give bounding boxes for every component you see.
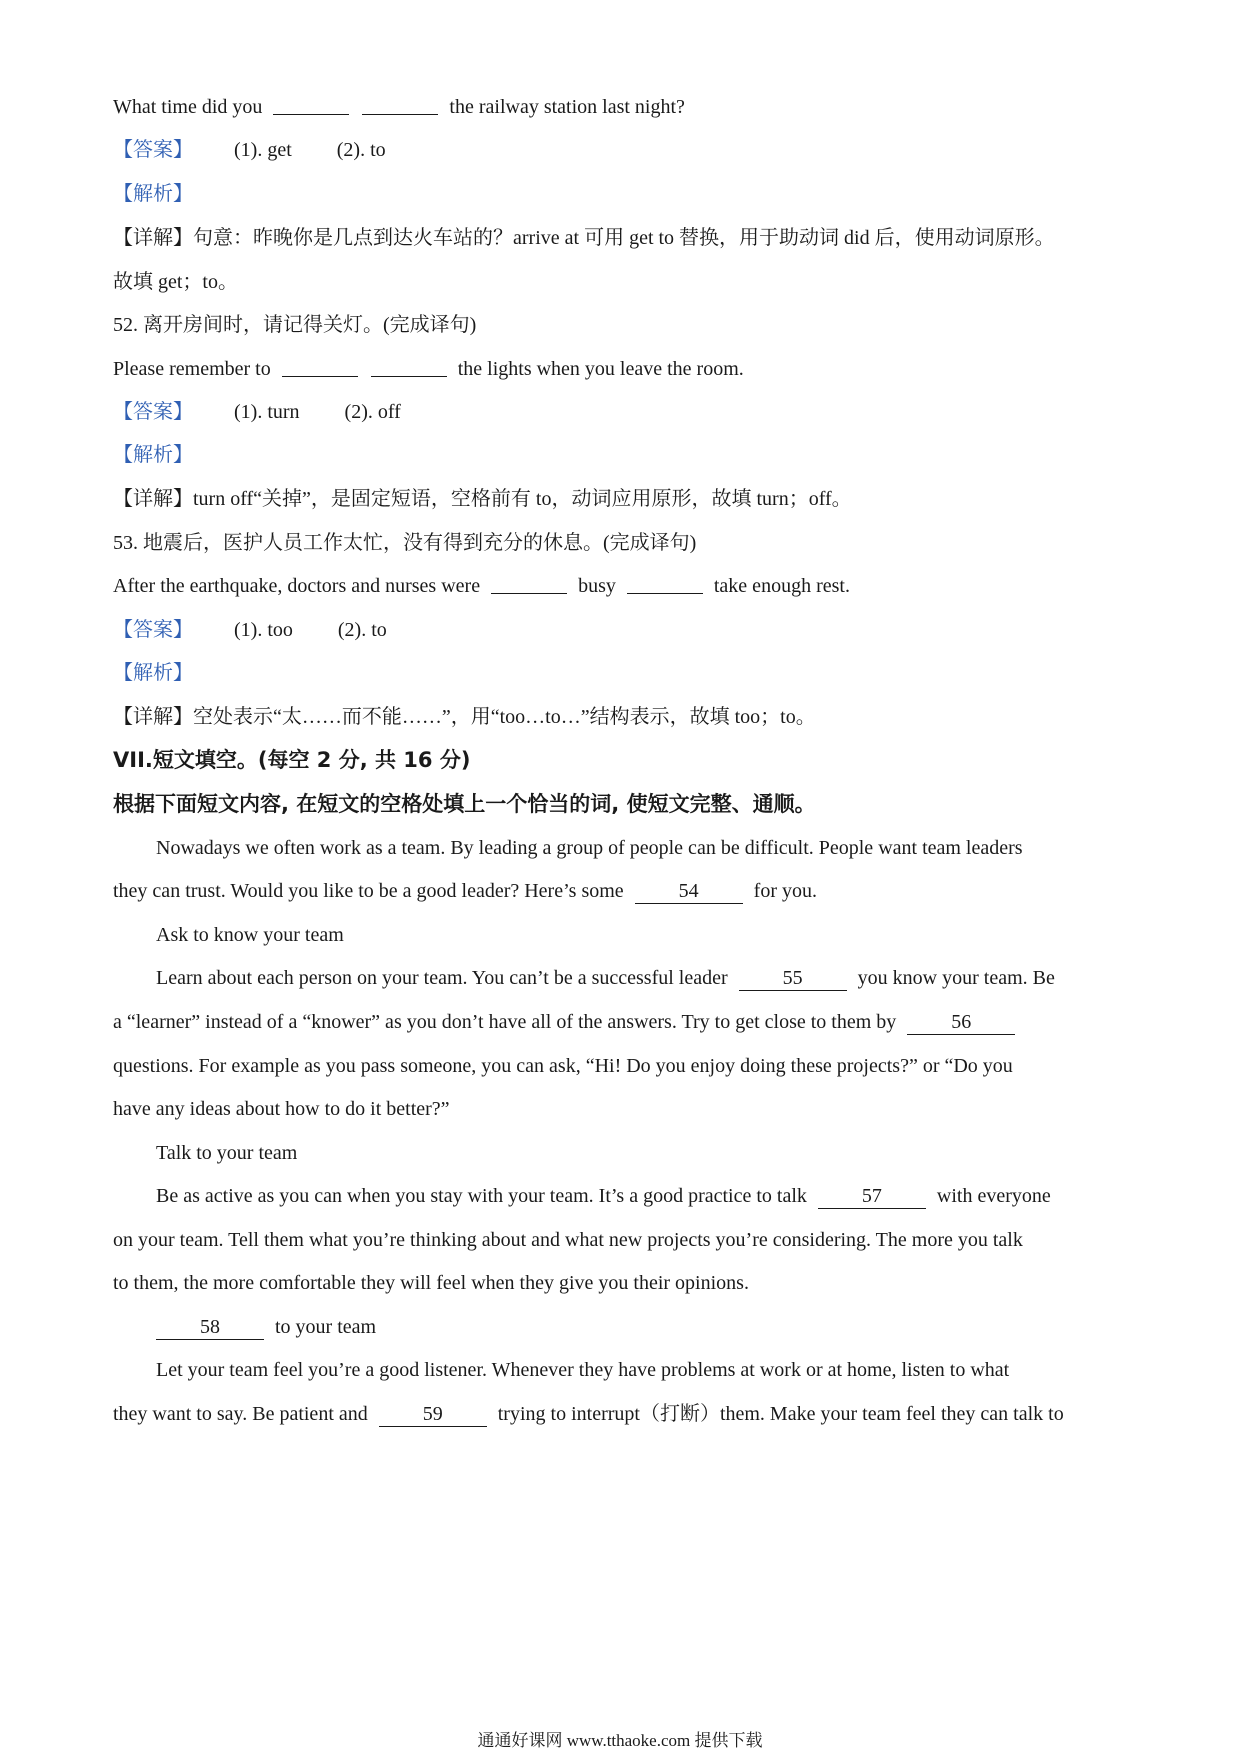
blank-2: [627, 573, 703, 594]
q52-analysis-tag: 【解析】: [113, 444, 193, 466]
q51-detail-2: 故填 get；to。: [113, 271, 238, 293]
blank-2: [371, 356, 447, 377]
q53-answer: [113, 616, 1140, 644]
blank-58: 58: [156, 1315, 264, 1340]
passage-line: [113, 1400, 1140, 1428]
footer-watermark: 通通好课网 www.tthaoke.com 提供下载: [477, 1731, 763, 1750]
passage-line: [113, 877, 1140, 905]
blank-1: [491, 573, 567, 594]
answer-tag: 【答案】: [113, 619, 193, 641]
passage-line: [156, 1182, 1140, 1210]
blank-54: 54: [635, 879, 743, 904]
passage-line: [113, 1008, 1140, 1036]
q51-analysis-tag: 【解析】: [113, 183, 193, 205]
passage-text: Learn about each person on your team. You can’t be a successful leader: [156, 967, 728, 989]
q53-detail: 【详解】空处表示“太……而不能……”，用“too…to…”结构表示，故填 too；to。: [113, 706, 816, 728]
passage-text: trying to interrupt（打断）them. Make your team feel they can talk to: [497, 1403, 1064, 1425]
q53-title: 53. 地震后，医护人员工作太忙，没有得到充分的休息。(完成译句): [113, 532, 697, 554]
blank-59: 59: [379, 1402, 487, 1427]
answer-tag: 【答案】: [113, 139, 193, 161]
sentence-text: After the earthquake, doctors and nurses were: [113, 575, 481, 597]
passage-text: with everyone: [936, 1185, 1051, 1207]
q53-sentence: [113, 572, 1140, 600]
q52-answer: [113, 398, 1140, 426]
answer-1: (1). too: [234, 619, 293, 641]
q51-sentence: [113, 93, 1140, 121]
answer-1: (1). get: [234, 139, 292, 161]
sentence-text: Please remember to: [113, 358, 271, 380]
passage-text: they can trust. Would you like to be a good leader? Here’s some: [113, 880, 624, 902]
passage-text: Be as active as you can when you stay with your team. It’s a good practice to talk: [156, 1185, 807, 1207]
sentence-text: take enough rest.: [713, 575, 850, 597]
answer-1: (1). turn: [234, 401, 300, 423]
q53-analysis-tag: 【解析】: [113, 662, 193, 684]
passage-text: they want to say. Be patient and: [113, 1403, 368, 1425]
sentence-text: the lights when you leave the room.: [457, 358, 744, 380]
passage-text: for you.: [753, 880, 817, 902]
passage-line: Let your team feel you’re a good listener. Whenever they have problems at work or at home, listen to what: [156, 1359, 1010, 1381]
blank-57: 57: [818, 1184, 926, 1209]
answer-tag: 【答案】: [113, 401, 193, 423]
subheading: Ask to know your team: [156, 924, 344, 946]
blank-1: [282, 356, 358, 377]
q52-sentence: [113, 355, 1140, 383]
answer-2: (2). to: [336, 139, 386, 161]
blank-55: 55: [739, 966, 847, 991]
blank-2: [362, 94, 438, 115]
sentence-text: the railway station last night?: [449, 96, 685, 118]
subheading: [156, 1313, 1140, 1341]
passage-text: you know your team. Be: [857, 967, 1055, 989]
passage-text: a “learner” instead of a “knower” as you don’t have all of the answers. Try to get close to them by: [113, 1011, 897, 1033]
passage-line: have any ideas about how to do it better?”: [113, 1098, 450, 1120]
q51-answer: [113, 136, 1140, 164]
blank-1: [273, 94, 349, 115]
answer-2: (2). off: [344, 401, 401, 423]
passage-line: to them, the more comfortable they will feel when they give you their opinions.: [113, 1272, 749, 1294]
q52-detail: 【详解】turn off“关掉”，是固定短语，空格前有 to，动词应用原形，故填 turn；off。: [113, 488, 852, 510]
blank-56: 56: [907, 1010, 1015, 1035]
passage-line: Nowadays we often work as a team. By leading a group of people can be difficult. People want team leaders: [156, 837, 1023, 859]
subheading-text: to your team: [275, 1316, 377, 1338]
subheading: Talk to your team: [156, 1142, 298, 1164]
sentence-text: busy: [578, 575, 616, 597]
q51-detail-1: 【详解】句意：昨晚你是几点到达火车站的？arrive at 可用 get to 替换，用于助动词 did 后，使用动词原形。: [113, 227, 1055, 249]
passage-line: on your team. Tell them what you’re thinking about and what new projects you’re considering. The more you talk: [113, 1229, 1023, 1251]
section-title: VII.短文填空。(每空 2 分, 共 16 分): [113, 748, 471, 772]
section-instruction: 根据下面短文内容, 在短文的空格处填上一个恰当的词, 使短文完整、通顺。: [113, 792, 816, 816]
passage-line: [156, 964, 1140, 992]
q52-title: 52. 离开房间时，请记得关灯。(完成译句): [113, 314, 477, 336]
sentence-text: What time did you: [113, 96, 263, 118]
answer-2: (2). to: [337, 619, 387, 641]
passage-line: questions. For example as you pass someone, you can ask, “Hi! Do you enjoy doing these projects?” or “Do you: [113, 1055, 1013, 1077]
